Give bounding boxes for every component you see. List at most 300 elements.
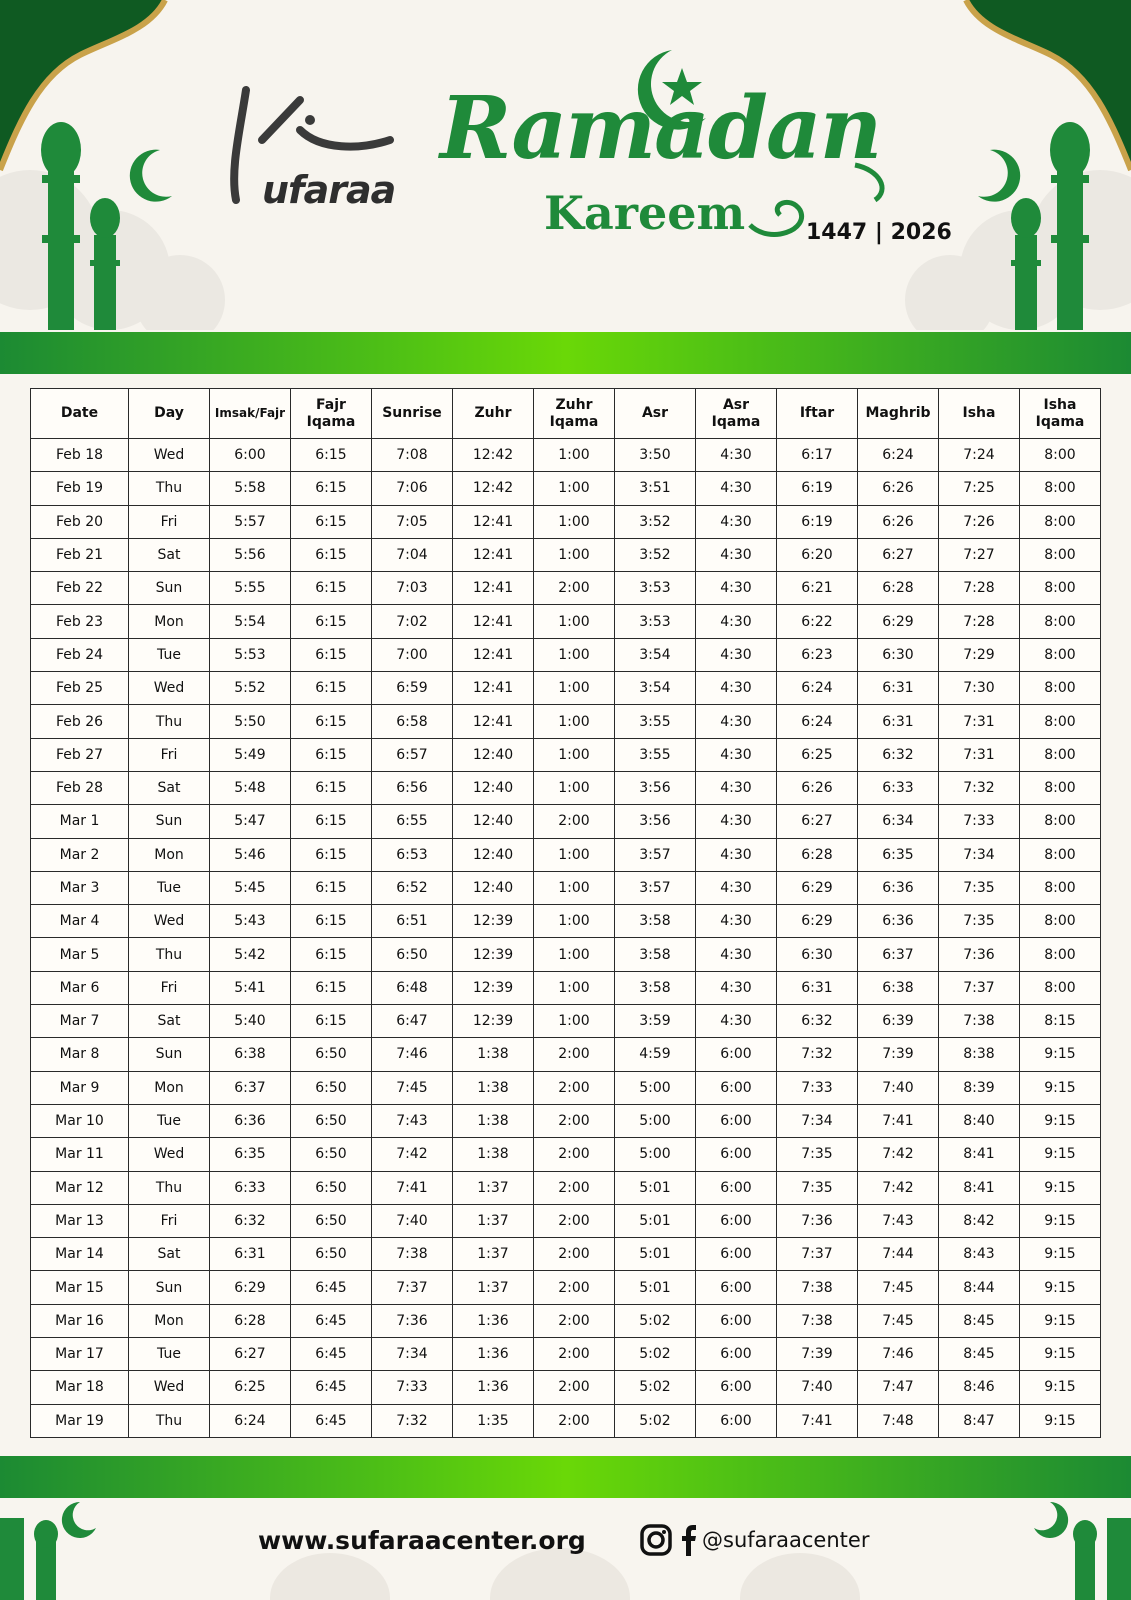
time-cell: 5:52 [210,672,291,705]
time-cell: 2:00 [534,1038,615,1071]
column-header [858,389,939,439]
time-cell: 6:00 [696,1404,777,1437]
time-cell: 8:00 [1020,905,1101,938]
time-cell: 8:44 [939,1271,1020,1304]
time-cell: 6:34 [858,805,939,838]
day-cell: Mon [129,1071,210,1104]
column-header [696,389,777,439]
column-header-label: Zuhr [474,405,512,421]
time-cell: 6:24 [858,439,939,472]
time-cell: 7:32 [372,1404,453,1437]
time-cell: 8:42 [939,1204,1020,1237]
time-cell: 5:50 [210,705,291,738]
time-cell: 8:00 [1020,472,1101,505]
time-cell: 8:15 [1020,1005,1101,1038]
time-cell: 6:15 [291,871,372,904]
table-row [31,705,1101,738]
time-cell: 7:41 [858,1104,939,1137]
time-cell: 8:00 [1020,871,1101,904]
time-cell: 6:15 [291,638,372,671]
time-cell: 5:02 [615,1371,696,1404]
table-row [31,572,1101,605]
footer-crescent-left-icon [62,1502,96,1538]
time-cell: 7:41 [372,1171,453,1204]
time-cell: 6:28 [858,572,939,605]
time-cell: 1:36 [453,1338,534,1371]
time-cell: 8:45 [939,1304,1020,1337]
time-cell: 8:00 [1020,439,1101,472]
day-cell: Tue [129,638,210,671]
time-cell: 7:00 [372,638,453,671]
time-cell: 6:32 [210,1204,291,1237]
time-cell: 9:15 [1020,1204,1101,1237]
time-cell: 6:37 [858,938,939,971]
time-cell: 7:42 [858,1138,939,1171]
time-cell: 7:06 [372,472,453,505]
time-cell: 12:39 [453,905,534,938]
table-row [31,771,1101,804]
time-cell: 5:00 [615,1071,696,1104]
time-cell: 6:50 [291,1071,372,1104]
time-cell: 6:15 [291,572,372,605]
time-cell: 6:35 [210,1138,291,1171]
date-cell: Feb 28 [31,771,129,804]
date-cell: Mar 14 [31,1238,129,1271]
time-cell: 6:31 [210,1238,291,1271]
time-cell: 6:38 [210,1038,291,1071]
time-cell: 6:45 [291,1338,372,1371]
time-cell: 5:58 [210,472,291,505]
time-cell: 7:28 [939,605,1020,638]
column-header-label: Iqama [549,413,599,430]
time-cell: 7:35 [939,905,1020,938]
time-cell: 5:02 [615,1404,696,1437]
date-cell: Mar 19 [31,1404,129,1437]
time-cell: 6:35 [858,838,939,871]
time-cell: 12:40 [453,738,534,771]
time-cell: 8:00 [1020,971,1101,1004]
time-cell: 6:24 [777,705,858,738]
time-cell: 3:54 [615,672,696,705]
time-cell: 5:02 [615,1338,696,1371]
time-cell: 6:59 [372,672,453,705]
time-cell: 7:47 [858,1371,939,1404]
time-cell: 9:15 [1020,1338,1101,1371]
time-cell: 6:22 [777,605,858,638]
time-cell: 6:23 [777,638,858,671]
time-cell: 8:00 [1020,672,1101,705]
time-cell: 8:00 [1020,771,1101,804]
time-cell: 5:02 [615,1304,696,1337]
time-cell: 8:00 [1020,805,1101,838]
time-cell: 6:19 [777,505,858,538]
time-cell: 6:15 [291,605,372,638]
time-cell: 6:39 [858,1005,939,1038]
time-cell: 7:39 [858,1038,939,1071]
time-cell: 7:38 [939,1005,1020,1038]
time-cell: 6:50 [291,1104,372,1137]
time-cell: 7:26 [939,505,1020,538]
table-row [31,672,1101,705]
date-cell: Mar 9 [31,1071,129,1104]
column-header-label: Iqama [711,413,761,430]
footer-minaret-right [1073,1518,1131,1600]
column-header [615,389,696,439]
time-cell: 5:57 [210,505,291,538]
table-row [31,738,1101,771]
column-header [1020,389,1101,439]
time-cell: 12:41 [453,605,534,638]
time-cell: 7:38 [777,1304,858,1337]
time-cell: 7:28 [939,572,1020,605]
time-cell: 8:00 [1020,638,1101,671]
table-row [31,439,1101,472]
day-cell: Tue [129,1104,210,1137]
date-cell: Mar 16 [31,1304,129,1337]
time-cell: 6:52 [372,871,453,904]
time-cell: 7:30 [939,672,1020,705]
time-cell: 5:42 [210,938,291,971]
time-cell: 7:40 [858,1071,939,1104]
instagram-icon[interactable] [642,1526,670,1554]
time-cell: 6:15 [291,538,372,571]
time-cell: 7:25 [939,472,1020,505]
column-header [777,389,858,439]
time-cell: 1:37 [453,1204,534,1237]
time-cell: 7:43 [372,1104,453,1137]
time-cell: 6:15 [291,905,372,938]
time-cell: 6:29 [777,905,858,938]
day-cell: Wed [129,1138,210,1171]
time-cell: 9:15 [1020,1371,1101,1404]
time-cell: 9:15 [1020,1304,1101,1337]
time-cell: 1:00 [534,672,615,705]
table-row [31,1071,1101,1104]
prayer-schedule-table [30,388,1101,1438]
time-cell: 6:29 [858,605,939,638]
date-cell: Mar 7 [31,1005,129,1038]
time-cell: 7:24 [939,439,1020,472]
time-cell: 6:20 [777,538,858,571]
time-cell: 5:48 [210,771,291,804]
column-header [31,389,129,439]
time-cell: 3:51 [615,472,696,505]
date-cell: Mar 5 [31,938,129,971]
table-body [31,439,1101,1438]
day-cell: Tue [129,871,210,904]
date-cell: Feb 25 [31,672,129,705]
time-cell: 5:00 [615,1104,696,1137]
time-cell: 2:00 [534,1338,615,1371]
table-row [31,1304,1101,1337]
time-cell: 12:40 [453,805,534,838]
time-cell: 6:00 [696,1371,777,1404]
time-cell: 7:36 [777,1204,858,1237]
time-cell: 6:00 [696,1038,777,1071]
time-cell: 6:45 [291,1304,372,1337]
time-cell: 3:58 [615,971,696,1004]
schedule-table-container [30,388,1100,1438]
time-cell: 6:17 [777,439,858,472]
date-cell: Mar 18 [31,1371,129,1404]
time-cell: 6:50 [372,938,453,971]
time-cell: 7:42 [858,1171,939,1204]
time-cell: 8:39 [939,1071,1020,1104]
time-cell: 5:45 [210,871,291,904]
time-cell: 1:35 [453,1404,534,1437]
time-cell: 7:36 [939,938,1020,971]
time-cell: 8:00 [1020,605,1101,638]
time-cell: 7:34 [372,1338,453,1371]
time-cell: 5:46 [210,838,291,871]
time-cell: 6:00 [696,1338,777,1371]
time-cell: 4:30 [696,905,777,938]
table-row [31,472,1101,505]
time-cell: 12:42 [453,439,534,472]
table-row [31,1005,1101,1038]
date-cell: Feb 24 [31,638,129,671]
time-cell: 7:48 [858,1404,939,1437]
day-cell: Sun [129,805,210,838]
time-cell: 5:43 [210,905,291,938]
time-cell: 7:31 [939,705,1020,738]
time-cell: 7:35 [939,871,1020,904]
time-cell: 2:00 [534,1138,615,1171]
crescent-left-icon [130,150,172,202]
time-cell: 7:32 [777,1038,858,1071]
time-cell: 7:34 [777,1104,858,1137]
time-cell: 5:01 [615,1271,696,1304]
time-cell: 6:33 [858,771,939,804]
time-cell: 4:30 [696,838,777,871]
time-cell: 8:47 [939,1404,1020,1437]
time-cell: 7:33 [777,1071,858,1104]
day-cell: Sat [129,771,210,804]
time-cell: 4:30 [696,472,777,505]
time-cell: 6:50 [291,1204,372,1237]
facebook-icon[interactable] [682,1525,696,1556]
time-cell: 6:53 [372,838,453,871]
time-cell: 6:47 [372,1005,453,1038]
time-cell: 4:30 [696,505,777,538]
day-cell: Tue [129,1338,210,1371]
time-cell: 8:40 [939,1104,1020,1137]
time-cell: 6:28 [210,1304,291,1337]
day-cell: Fri [129,738,210,771]
time-cell: 8:00 [1020,505,1101,538]
date-cell: Feb 22 [31,572,129,605]
time-cell: 5:53 [210,638,291,671]
date-cell: Feb 23 [31,605,129,638]
time-cell: 5:49 [210,738,291,771]
time-cell: 8:41 [939,1171,1020,1204]
date-cell: Mar 15 [31,1271,129,1304]
table-row [31,938,1101,971]
column-header-label: Sunrise [382,405,442,421]
time-cell: 8:41 [939,1138,1020,1171]
time-cell: 6:36 [858,871,939,904]
time-cell: 6:00 [696,1271,777,1304]
table-row [31,1171,1101,1204]
time-cell: 1:00 [534,938,615,971]
date-cell: Mar 12 [31,1171,129,1204]
time-cell: 7:33 [939,805,1020,838]
time-cell: 1:36 [453,1371,534,1404]
table-row [31,1138,1101,1171]
table-row [31,1104,1101,1137]
day-cell: Thu [129,1404,210,1437]
time-cell: 6:00 [210,439,291,472]
website-link[interactable]: www.sufaraacenter.org [258,1526,586,1555]
time-cell: 9:15 [1020,1138,1101,1171]
time-cell: 6:50 [291,1171,372,1204]
time-cell: 7:42 [372,1138,453,1171]
time-cell: 7:35 [777,1171,858,1204]
time-cell: 3:59 [615,1005,696,1038]
time-cell: 1:00 [534,638,615,671]
table-row [31,538,1101,571]
table-header-row [31,389,1101,439]
date-cell: Mar 3 [31,871,129,904]
time-cell: 7:03 [372,572,453,605]
date-cell: Feb 27 [31,738,129,771]
time-cell: 3:52 [615,505,696,538]
day-cell: Sun [129,572,210,605]
column-header-label: Day [154,405,184,421]
date-cell: Mar 10 [31,1104,129,1137]
time-cell: 6:15 [291,705,372,738]
time-cell: 6:30 [858,638,939,671]
time-cell: 1:00 [534,971,615,1004]
time-cell: 1:00 [534,472,615,505]
time-cell: 1:37 [453,1171,534,1204]
time-cell: 9:15 [1020,1171,1101,1204]
time-cell: 7:34 [939,838,1020,871]
footer [0,1498,1131,1600]
time-cell: 6:15 [291,805,372,838]
time-cell: 9:15 [1020,1404,1101,1437]
time-cell: 6:15 [291,672,372,705]
time-cell: 6:58 [372,705,453,738]
time-cell: 6:25 [210,1371,291,1404]
time-cell: 12:41 [453,638,534,671]
time-cell: 7:41 [777,1404,858,1437]
time-cell: 6:27 [210,1338,291,1371]
date-cell: Mar 8 [31,1038,129,1071]
day-cell: Sat [129,1238,210,1271]
time-cell: 6:56 [372,771,453,804]
date-cell: Mar 1 [31,805,129,838]
time-cell: 6:38 [858,971,939,1004]
date-cell: Mar 13 [31,1204,129,1237]
time-cell: 8:00 [1020,938,1101,971]
time-cell: 4:30 [696,738,777,771]
table-row [31,605,1101,638]
time-cell: 6:15 [291,505,372,538]
time-cell: 9:15 [1020,1071,1101,1104]
time-cell: 6:15 [291,1005,372,1038]
time-cell: 2:00 [534,1404,615,1437]
time-cell: 2:00 [534,1204,615,1237]
time-cell: 6:15 [291,971,372,1004]
time-cell: 1:00 [534,505,615,538]
time-cell: 2:00 [534,1371,615,1404]
time-cell: 6:15 [291,771,372,804]
day-cell: Sat [129,1005,210,1038]
time-cell: 5:01 [615,1204,696,1237]
day-cell: Thu [129,938,210,971]
day-cell: Wed [129,439,210,472]
footer-minaret-left [0,1518,58,1600]
time-cell: 8:00 [1020,705,1101,738]
time-cell: 5:40 [210,1005,291,1038]
time-cell: 3:56 [615,771,696,804]
time-cell: 2:00 [534,805,615,838]
time-cell: 6:50 [291,1138,372,1171]
time-cell: 6:29 [210,1271,291,1304]
time-cell: 6:26 [777,771,858,804]
time-cell: 6:25 [777,738,858,771]
table-row [31,1238,1101,1271]
time-cell: 4:30 [696,938,777,971]
time-cell: 1:36 [453,1304,534,1337]
time-cell: 6:15 [291,938,372,971]
time-cell: 4:30 [696,439,777,472]
time-cell: 7:02 [372,605,453,638]
time-cell: 2:00 [534,1071,615,1104]
table-row [31,971,1101,1004]
time-cell: 3:58 [615,905,696,938]
time-cell: 6:00 [696,1071,777,1104]
time-cell: 12:42 [453,472,534,505]
time-cell: 3:56 [615,805,696,838]
column-header [939,389,1020,439]
column-header-label: Imsak/Fajr [214,406,286,420]
time-cell: 6:28 [777,838,858,871]
time-cell: 4:59 [615,1038,696,1071]
time-cell: 1:00 [534,871,615,904]
social-handle[interactable]: @sufaraacenter [702,1528,870,1552]
time-cell: 1:00 [534,738,615,771]
date-cell: Mar 4 [31,905,129,938]
time-cell: 6:33 [210,1171,291,1204]
time-cell: 1:38 [453,1104,534,1137]
day-cell: Mon [129,1304,210,1337]
column-header-label: Iqama [1035,413,1085,430]
column-header-label: Asr [722,396,750,413]
column-header-label: Zuhr [555,396,593,413]
date-cell: Feb 21 [31,538,129,571]
time-cell: 4:30 [696,538,777,571]
time-cell: 7:45 [372,1071,453,1104]
column-header-label: Isha [1043,396,1077,413]
title-sub: Kareem [544,186,746,240]
time-cell: 2:00 [534,1171,615,1204]
time-cell: 7:46 [858,1338,939,1371]
table-row [31,1038,1101,1071]
year-label: 1447 | 2026 [806,220,952,245]
time-cell: 6:50 [291,1038,372,1071]
day-cell: Fri [129,971,210,1004]
time-cell: 7:43 [858,1204,939,1237]
time-cell: 12:40 [453,771,534,804]
time-cell: 7:40 [372,1204,453,1237]
time-cell: 6:21 [777,572,858,605]
date-cell: Feb 18 [31,439,129,472]
time-cell: 1:00 [534,905,615,938]
time-cell: 6:32 [858,738,939,771]
day-cell: Sat [129,538,210,571]
